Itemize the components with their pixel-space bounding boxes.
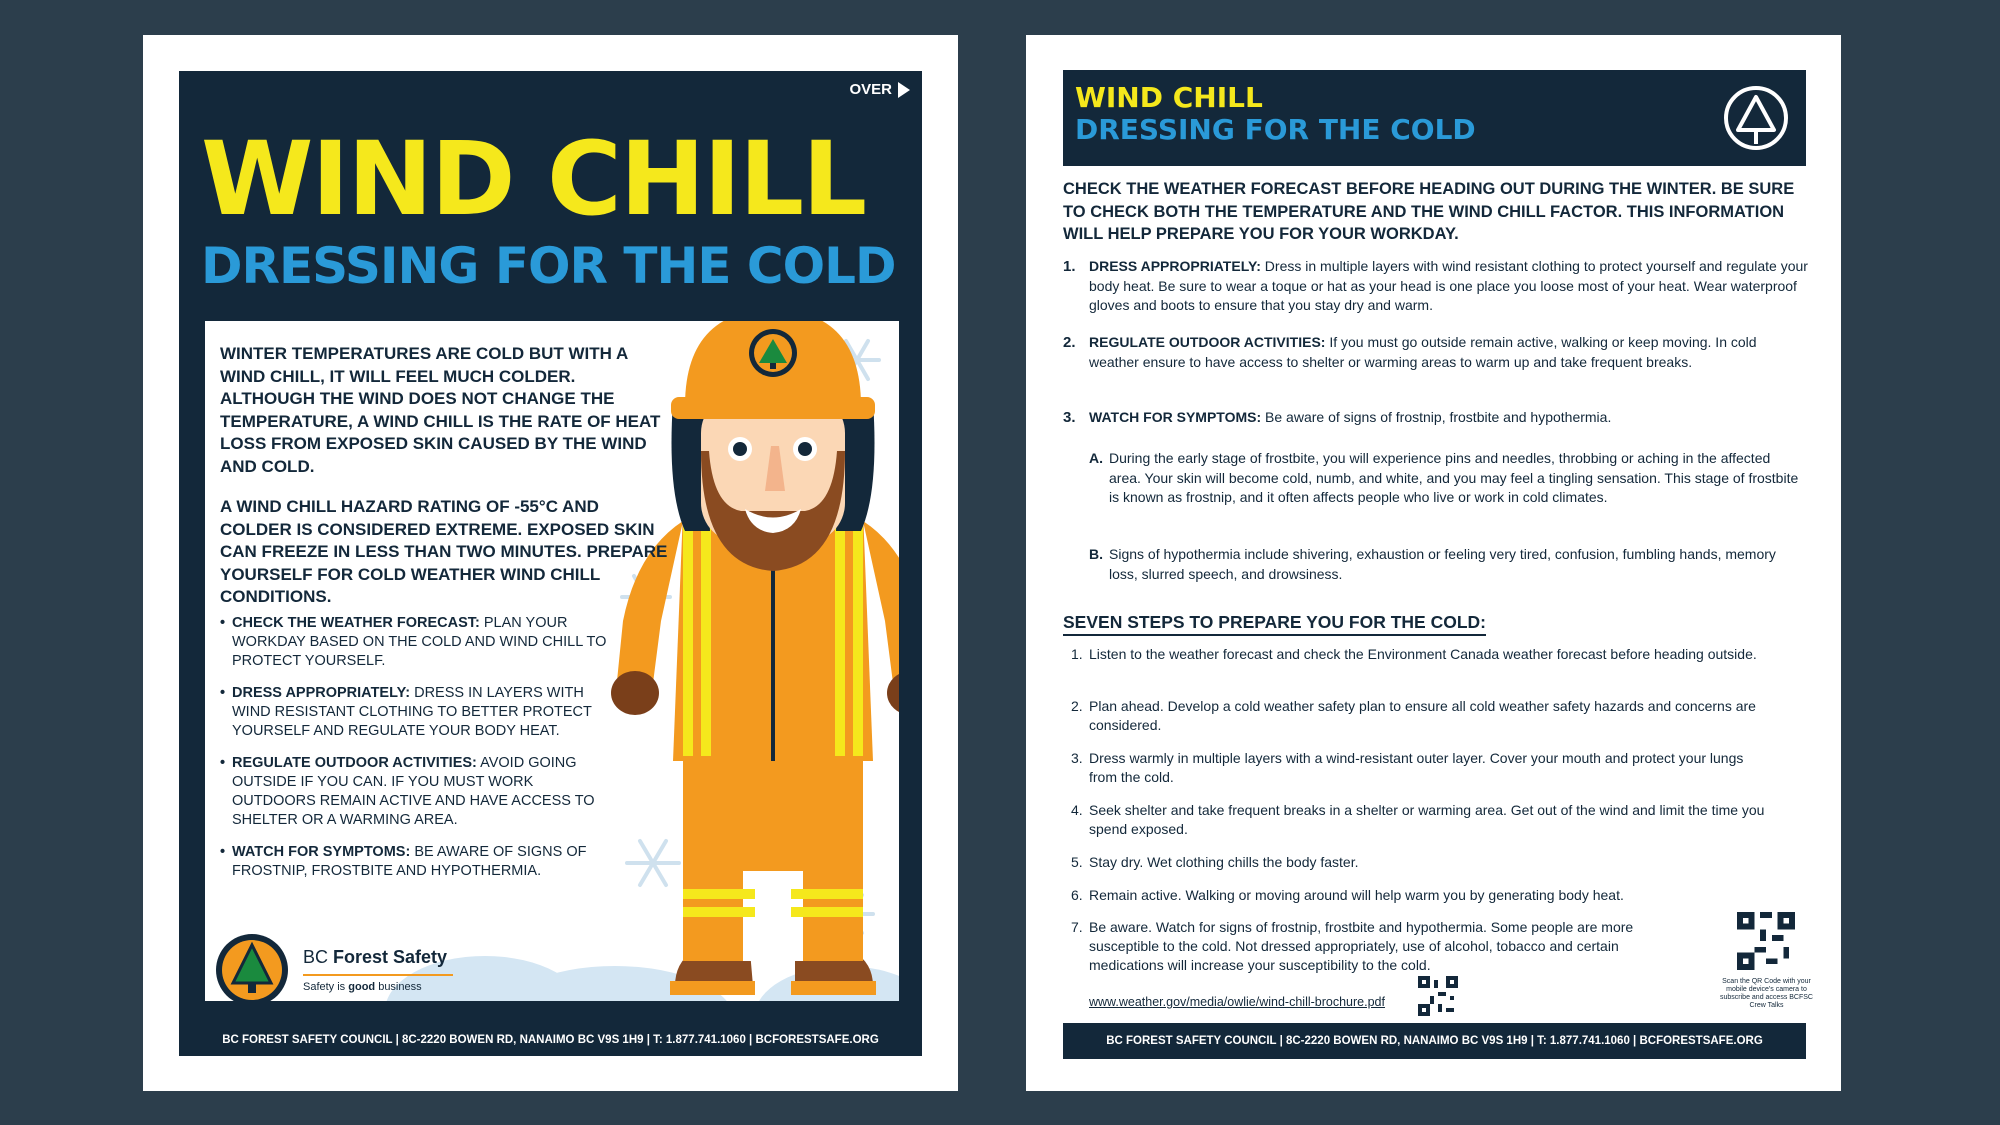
over-indicator bbox=[849, 81, 910, 98]
bullet-dress-appropriately: • DRESS APPROPRIATELY: DRESS IN LAYERS WITH WIND RESISTANT CLOTHING TO BETTER PROTECT YOURSELF AND REGULATE YOUR BODY HEAT. bbox=[220, 684, 610, 741]
tip-dress-appropriately: 1. DRESS APPROPRIATELY: Dress in multiple layers with wind resistant clothing to protect yourself and regulate your body heat. Be sure to wear a toque or hat as your head is one place you loose most of your heat. Wear waterproof gloves and boots to ensure that you stay dry and warm. bbox=[1063, 258, 1808, 313]
front-panel bbox=[179, 71, 922, 1056]
back-footer: BC FOREST SAFETY COUNCIL | 8C-2220 BOWEN RD, NANAIMO BC V9S 1H9 | T: 1.877.741.1060 | BCFORESTSAFE.ORG bbox=[1063, 1023, 1806, 1059]
back-header bbox=[1063, 70, 1806, 166]
front-footer: BC FOREST SAFETY COUNCIL | 8C-2220 BOWEN RD, NANAIMO BC V9S 1H9 | T: 1.877.741.1060 | BCFORESTSAFE.ORG bbox=[222, 1034, 879, 1046]
over-label: OVER bbox=[849, 81, 892, 98]
step-item: 3. Dress warmly in multiple layers with a wind-resistant outer layer. Cover your mouth and protect your lungs from the cold. bbox=[1071, 750, 1744, 785]
back-page bbox=[1026, 35, 1841, 1091]
forest-safety-logo-icon bbox=[215, 933, 289, 1001]
brand-name: BC Forest Safety bbox=[303, 947, 448, 967]
front-bullet-list bbox=[220, 614, 610, 894]
tip-regulate-activities: 2. REGULATE OUTDOOR ACTIVITIES: If you must go outside remain active, walking or keep moving. In cold weather ensure to have access to shelter or warming areas to warm up and take frequent breaks. bbox=[1063, 334, 1757, 370]
brand-divider bbox=[303, 974, 453, 976]
back-subtitle: DRESSING FOR THE COLD bbox=[1075, 113, 1476, 146]
front-body bbox=[205, 321, 899, 1001]
brand-tagline: Safety is good business bbox=[303, 981, 422, 993]
back-intro: CHECK THE WEATHER FORECAST BEFORE HEADING OUT DURING THE WINTER. BE SURE TO CHECK BOTH THE TEMPERATURE AND THE WIND CHILL FACTOR. THIS INFORMATION WILL HELP PREPARE YOU FOR YOUR WORKDAY. bbox=[1063, 180, 1795, 243]
step-item: 5. Stay dry. Wet clothing chills the body faster. bbox=[1071, 854, 1359, 870]
front-title: WIND CHILL bbox=[201, 120, 866, 239]
subtip-hypothermia: B. Signs of hypothermia include shivering, exhaustion or feeling very tired, confusion, fumbling hands, memory loss, slurred speech, and drowsiness. bbox=[1089, 546, 1776, 582]
step-item: 7. Be aware. Watch for signs of frostnip, frostbite and hypothermia. Some people are more susceptible to the cold. Not dressed appropriately, use of alcohol, tobacco and certain medications will increase your susceptibility to the cold. bbox=[1071, 919, 1634, 973]
steps-heading: SEVEN STEPS TO PREPARE YOU FOR THE COLD: bbox=[1063, 612, 1486, 636]
step-item: 2. Plan ahead. Develop a cold weather safety plan to ensure all cold weather safety hazards and concerns are considered. bbox=[1071, 698, 1756, 733]
arrow-right-icon bbox=[898, 82, 910, 98]
qr-code-icon bbox=[1418, 976, 1458, 1016]
qr-caption: Scan the QR Code with your mobile device's camera to subscribe and access BCFSC Crew Talks bbox=[1720, 978, 1813, 1009]
subtip-frostbite: A. During the early stage of frostbite, you will experience pins and needles, throbbing or aching in the affected area. Your skin will become cold, numb, and white, and you may feel a tingling sensation. This stage of frostbite is known as frostnip, and it often affects people who live or work in cold climates. bbox=[1089, 450, 1799, 505]
front-hazard-paragraph: A WIND CHILL HAZARD RATING OF -55°C AND COLDER IS CONSIDERED EXTREME. EXPOSED SKIN CAN FREEZE IN LESS THAN TWO MINUTES. PREPARE YOURSELF FOR COLD WEATHER WIND CHILL CONDITIONS. bbox=[220, 497, 668, 606]
crew-talks-qr-code-icon bbox=[1737, 912, 1795, 970]
front-subtitle: DRESSING FOR THE COLD bbox=[201, 237, 896, 295]
step-item: 4. Seek shelter and take frequent breaks in a shelter or warming area. Get out of the wind and limit the time you spend exposed. bbox=[1071, 802, 1765, 837]
brochure-link[interactable]: www.weather.gov/media/owlie/wind-chill-brochure.pdf bbox=[1089, 995, 1385, 1009]
step-item: 1. Listen to the weather forecast and check the Environment Canada weather forecast before heading outside. bbox=[1071, 646, 1757, 662]
tip-watch-symptoms: 3. WATCH FOR SYMPTOMS: Be aware of signs of frostnip, frostbite and hypothermia. bbox=[1063, 409, 1612, 426]
back-title: WIND CHILL bbox=[1075, 81, 1263, 114]
brand-logo-block bbox=[215, 933, 453, 1001]
tree-logo-icon bbox=[1722, 84, 1790, 152]
step-item: 6. Remain active. Walking or moving around will help warm you by generating body heat. bbox=[1071, 887, 1624, 903]
front-intro-paragraph: WINTER TEMPERATURES ARE COLD BUT WITH A WIND CHILL, IT WILL FEEL MUCH COLDER. ALTHOUGH THE WIND DOES NOT CHANGE THE TEMPERATURE, A WIND CHILL IS THE RATE OF HEAT LOSS FROM EXPOSED SKIN CAUSED BY THE WIND AND COLD. bbox=[220, 344, 661, 476]
front-page bbox=[143, 35, 958, 1091]
bullet-check-forecast: • CHECK THE WEATHER FORECAST: PLAN YOUR WORKDAY BASED ON THE COLD AND WIND CHILL TO PROTECT YOURSELF. bbox=[220, 614, 610, 671]
bullet-watch-symptoms: • WATCH FOR SYMPTOMS: BE AWARE OF SIGNS OF FROSTNIP, FROSTBITE AND HYPOTHERMIA. bbox=[220, 843, 610, 881]
bullet-regulate-activities: • REGULATE OUTDOOR ACTIVITIES: AVOID GOING OUTSIDE IF YOU CAN. IF YOU MUST WORK OUTDOORS REMAIN ACTIVE AND HAVE ACCESS TO SHELTER OR A WARMING AREA. bbox=[220, 754, 610, 830]
